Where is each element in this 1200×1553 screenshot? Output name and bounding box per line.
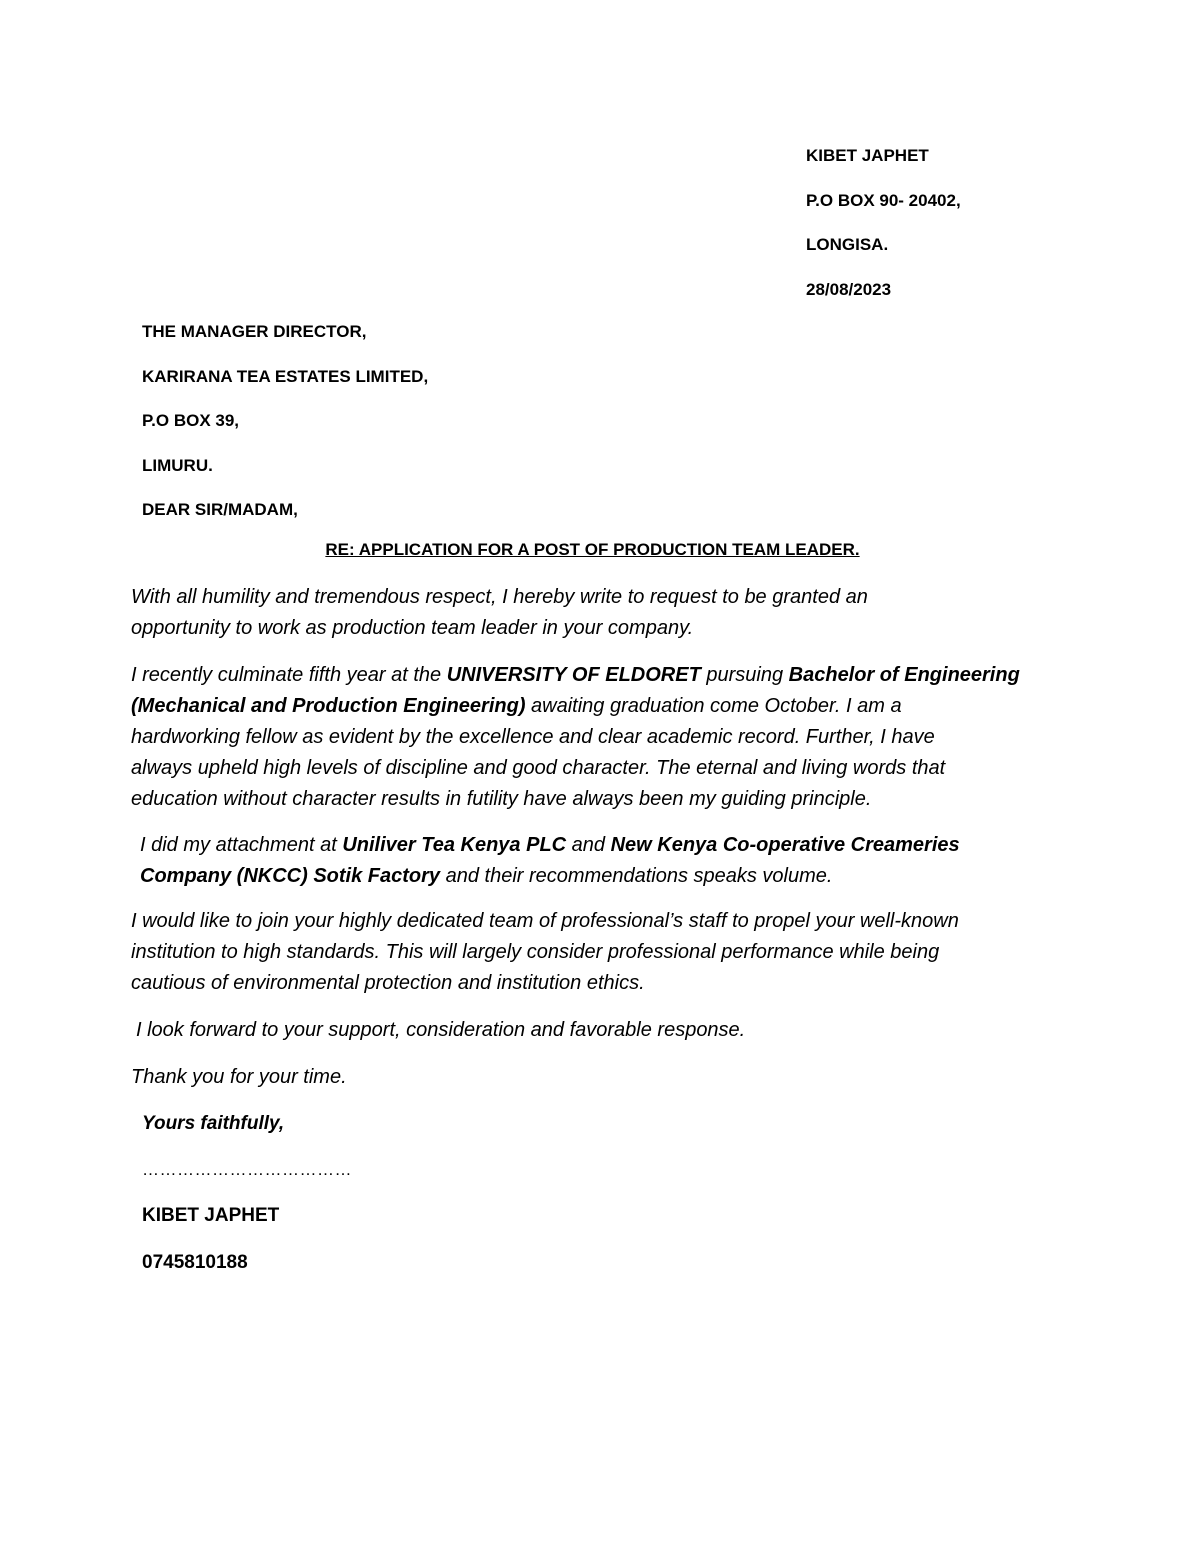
paragraph-text: awaiting graduation come October. I am a (525, 695, 902, 717)
paragraph-line: cautious of environmental protection and institution ethics. (131, 972, 645, 994)
paragraph-line: Thank you for your time. (131, 1066, 347, 1088)
sender-address-block (806, 144, 1136, 323)
recipient-town: LIMURU. (142, 455, 213, 475)
paragraph-forward (136, 1015, 745, 1046)
university-name: UNIVERSITY OF ELDORET (446, 664, 701, 686)
paragraph-line: institution to high standards. This will largely consider professional performance while being (131, 941, 940, 963)
paragraph-line: With all humility and tremendous respect, I hereby write to request to be granted an (131, 586, 868, 608)
paragraph-thanks (131, 1062, 347, 1093)
paragraph-line: education without character results in futility have always been my guiding principle. (131, 788, 872, 810)
degree-specialization: (Mechanical and Production Engineering) (131, 695, 526, 717)
paragraph-attachment (140, 830, 960, 892)
paragraph-line: always upheld high levels of discipline and good character. The eternal and living words that (131, 757, 946, 779)
valediction: Yours faithfully, (142, 1113, 285, 1134)
paragraph-line: opportunity to work as production team leader in your company. (131, 617, 694, 639)
recipient-company: KARIRANA TEA ESTATES LIMITED, (142, 366, 429, 386)
paragraph-text: I recently culminate fifth year at the (131, 664, 447, 686)
signatory-phone: 0745810188 (142, 1252, 248, 1273)
signature-line: ……………………………… (142, 1160, 352, 1179)
paragraph-intro (131, 582, 868, 644)
paragraph-line: hardworking fellow as evident by the excellence and clear academic record. Further, I have (131, 726, 935, 748)
paragraph-line: I look forward to your support, consideration and favorable response. (136, 1019, 746, 1041)
recipient-po-box: P.O BOX 39, (142, 411, 240, 430)
paragraph-text: I did my attachment at (140, 834, 343, 856)
salutation: DEAR SIR/MADAM, (142, 500, 298, 519)
paragraph-motivation (131, 906, 959, 999)
paragraph-text: and their recommendations speaks volume. (440, 865, 833, 887)
paragraph-text: and (566, 834, 611, 856)
signatory-name: KIBET JAPHET (142, 1205, 280, 1226)
paragraph-line: I would like to join your highly dedicated team of professional’s staff to propel your well-known (131, 910, 959, 932)
sender-po-box: P.O BOX 90- 20402, (806, 190, 961, 210)
recipient-title: THE MANAGER DIRECTOR, (142, 322, 367, 341)
paragraph-text: pursuing (700, 664, 789, 686)
attachment-company-2: New Kenya Co-operative Creameries (610, 834, 960, 856)
paragraph-education (131, 660, 1020, 815)
attachment-company-2-cont: Company (NKCC) Sotik Factory (140, 865, 441, 887)
sender-town: LONGISA. (806, 235, 889, 255)
letter-date: 28/08/2023 (806, 280, 892, 300)
sender-name: KIBET JAPHET (806, 146, 929, 165)
recipient-address-block (142, 320, 742, 543)
subject-line: RE: APPLICATION FOR A POST OF PRODUCTION TEAM LEADER. (325, 540, 860, 559)
degree-name: Bachelor of Engineering (788, 664, 1020, 686)
attachment-company-1: Uniliver Tea Kenya PLC (342, 834, 567, 856)
